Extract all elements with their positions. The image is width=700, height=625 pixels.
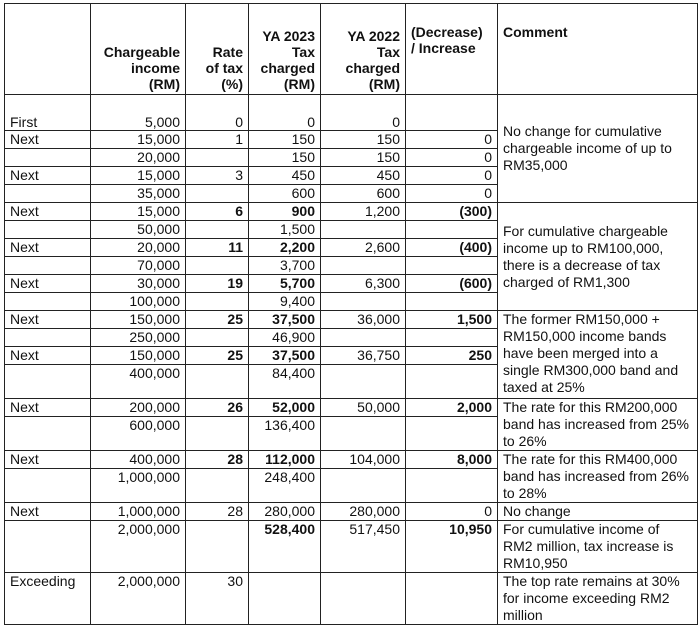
rate-cell: 0 — [186, 95, 249, 131]
ya2022-cell — [321, 293, 406, 311]
ya2023-cell: 84,400 — [249, 365, 321, 399]
ya2022-cell: 450 — [321, 167, 406, 185]
band-cell: Next — [5, 203, 91, 221]
table-row — [5, 573, 698, 625]
ya2022-cell: 104,000 — [321, 451, 406, 469]
band-cell: Next — [5, 451, 91, 469]
ya2022-cell — [321, 257, 406, 275]
rate-cell — [186, 149, 249, 167]
rate-cell: 25 — [186, 347, 249, 365]
header-rate-of-tax: Rate of tax (%) — [186, 4, 249, 95]
ya2023-cell: 52,000 — [249, 399, 321, 417]
ya2022-cell: 517,450 — [321, 521, 406, 573]
rate-cell: 30 — [186, 573, 249, 625]
header-chargeable-income: Chargeable income (RM) — [91, 4, 186, 95]
band-cell — [5, 149, 91, 167]
ya2022-cell — [321, 365, 406, 399]
band-cell: Next — [5, 239, 91, 257]
income-cell: 150,000 — [91, 311, 186, 329]
change-cell: 0 — [406, 149, 498, 167]
band-cell — [5, 417, 91, 451]
comment-cell: No change — [498, 503, 698, 521]
header-decrease-increase: (Decrease) / Increase — [406, 4, 498, 95]
band-cell — [5, 257, 91, 275]
ya2023-cell: 0 — [249, 95, 321, 131]
header-comment: Comment — [498, 4, 698, 95]
header-band — [5, 4, 91, 95]
income-cell: 15,000 — [91, 167, 186, 185]
income-cell: 400,000 — [91, 365, 186, 399]
ya2023-cell — [249, 573, 321, 625]
band-cell: First — [5, 95, 91, 131]
rate-cell: 6 — [186, 203, 249, 221]
rate-cell — [186, 221, 249, 239]
change-cell: (600) — [406, 275, 498, 293]
change-cell: 0 — [406, 185, 498, 203]
rate-cell — [186, 185, 249, 203]
ya2023-cell: 1,500 — [249, 221, 321, 239]
ya2022-cell: 6,300 — [321, 275, 406, 293]
income-cell: 35,000 — [91, 185, 186, 203]
income-cell: 20,000 — [91, 149, 186, 167]
ya2023-cell: 150 — [249, 149, 321, 167]
ya2023-cell: 136,400 — [249, 417, 321, 451]
change-cell — [406, 293, 498, 311]
income-cell: 100,000 — [91, 293, 186, 311]
table-row — [5, 521, 698, 573]
income-cell: 30,000 — [91, 275, 186, 293]
ya2022-cell: 1,200 — [321, 203, 406, 221]
ya2023-cell: 280,000 — [249, 503, 321, 521]
income-cell: 15,000 — [91, 131, 186, 149]
change-cell — [406, 95, 498, 131]
ya2023-cell: 5,700 — [249, 275, 321, 293]
rate-cell — [186, 293, 249, 311]
table-row — [5, 311, 698, 329]
income-cell: 2,000,000 — [91, 521, 186, 573]
income-cell: 250,000 — [91, 329, 186, 347]
ya2023-cell: 112,000 — [249, 451, 321, 469]
change-cell — [406, 417, 498, 451]
ya2023-cell: 248,400 — [249, 469, 321, 503]
rate-cell — [186, 329, 249, 347]
ya2022-cell — [321, 221, 406, 239]
band-cell — [5, 469, 91, 503]
header-ya2023-tax: YA 2023 Tax charged (RM) — [249, 4, 321, 95]
ya2023-cell: 2,200 — [249, 239, 321, 257]
band-cell: Next — [5, 347, 91, 365]
ya2022-cell: 36,750 — [321, 347, 406, 365]
ya2023-cell: 3,700 — [249, 257, 321, 275]
income-cell: 1,000,000 — [91, 503, 186, 521]
ya2022-cell: 36,000 — [321, 311, 406, 329]
income-cell: 150,000 — [91, 347, 186, 365]
change-cell: (400) — [406, 239, 498, 257]
band-cell — [5, 293, 91, 311]
income-cell: 600,000 — [91, 417, 186, 451]
comment-cell: For cumulative income of RM2 million, tax increase is RM10,950 — [498, 521, 698, 573]
income-cell: 1,000,000 — [91, 469, 186, 503]
ya2022-cell: 0 — [321, 95, 406, 131]
rate-cell: 1 — [186, 131, 249, 149]
band-cell — [5, 329, 91, 347]
change-cell — [406, 365, 498, 399]
rate-cell — [186, 521, 249, 573]
rate-cell — [186, 417, 249, 451]
income-cell: 2,000,000 — [91, 573, 186, 625]
band-cell: Next — [5, 275, 91, 293]
change-cell — [406, 573, 498, 625]
change-cell: 0 — [406, 131, 498, 149]
rate-cell: 11 — [186, 239, 249, 257]
tax-rate-comparison-table — [4, 3, 698, 625]
change-cell: 0 — [406, 503, 498, 521]
ya2022-cell — [321, 329, 406, 347]
change-cell: 0 — [406, 167, 498, 185]
table-row — [5, 503, 698, 521]
ya2023-cell: 528,400 — [249, 521, 321, 573]
header-ya2022-tax: YA 2022 Tax charged (RM) — [321, 4, 406, 95]
band-cell: Next — [5, 503, 91, 521]
change-cell — [406, 469, 498, 503]
rate-cell: 28 — [186, 503, 249, 521]
comment-cell: For cumulative chargeable income up to RM100,000, there is a decrease of tax charged of RM1,300 — [498, 203, 698, 311]
ya2022-cell — [321, 573, 406, 625]
change-cell: 8,000 — [406, 451, 498, 469]
income-cell: 5,000 — [91, 95, 186, 131]
comment-cell: The rate for this RM200,000 band has increased from 25% to 26% — [498, 399, 698, 451]
income-cell: 50,000 — [91, 221, 186, 239]
rate-cell: 25 — [186, 311, 249, 329]
band-cell: Next — [5, 311, 91, 329]
change-cell — [406, 257, 498, 275]
income-cell: 20,000 — [91, 239, 186, 257]
band-cell — [5, 221, 91, 239]
band-cell — [5, 365, 91, 399]
comment-cell: The former RM150,000 + RM150,000 income bands have been merged into a single RM300,000 band and taxed at 25% — [498, 311, 698, 399]
ya2022-cell: 600 — [321, 185, 406, 203]
change-cell: 250 — [406, 347, 498, 365]
ya2023-cell: 450 — [249, 167, 321, 185]
ya2022-cell: 2,600 — [321, 239, 406, 257]
rate-cell — [186, 469, 249, 503]
table-row — [5, 203, 698, 221]
rate-cell — [186, 365, 249, 399]
ya2023-cell: 900 — [249, 203, 321, 221]
change-cell: (300) — [406, 203, 498, 221]
comment-cell: The top rate remains at 30% for income exceeding RM2 million — [498, 573, 698, 625]
ya2022-cell: 280,000 — [321, 503, 406, 521]
income-cell: 200,000 — [91, 399, 186, 417]
band-cell — [5, 521, 91, 573]
rate-cell: 28 — [186, 451, 249, 469]
ya2023-cell: 600 — [249, 185, 321, 203]
rate-cell: 19 — [186, 275, 249, 293]
comment-cell: No change for cumulative chargeable income of up to RM35,000 — [498, 95, 698, 203]
band-cell: Next — [5, 399, 91, 417]
change-cell: 1,500 — [406, 311, 498, 329]
change-cell: 10,950 — [406, 521, 498, 573]
rate-cell: 26 — [186, 399, 249, 417]
change-cell — [406, 221, 498, 239]
change-cell: 2,000 — [406, 399, 498, 417]
ya2023-cell: 9,400 — [249, 293, 321, 311]
ya2022-cell — [321, 417, 406, 451]
comment-cell: The rate for this RM400,000 band has increased from 26% to 28% — [498, 451, 698, 503]
table-row — [5, 95, 698, 131]
header-row — [5, 4, 698, 95]
table-row — [5, 451, 698, 469]
ya2022-cell — [321, 469, 406, 503]
ya2022-cell: 50,000 — [321, 399, 406, 417]
ya2023-cell: 37,500 — [249, 347, 321, 365]
income-cell: 400,000 — [91, 451, 186, 469]
change-cell — [406, 329, 498, 347]
income-cell: 70,000 — [91, 257, 186, 275]
ya2023-cell: 150 — [249, 131, 321, 149]
band-cell: Exceeding — [5, 573, 91, 625]
band-cell — [5, 185, 91, 203]
band-cell: Next — [5, 167, 91, 185]
ya2023-cell: 46,900 — [249, 329, 321, 347]
ya2022-cell: 150 — [321, 131, 406, 149]
table-row — [5, 399, 698, 417]
ya2022-cell: 150 — [321, 149, 406, 167]
rate-cell — [186, 257, 249, 275]
rate-cell: 3 — [186, 167, 249, 185]
band-cell: Next — [5, 131, 91, 149]
ya2023-cell: 37,500 — [249, 311, 321, 329]
income-cell: 15,000 — [91, 203, 186, 221]
